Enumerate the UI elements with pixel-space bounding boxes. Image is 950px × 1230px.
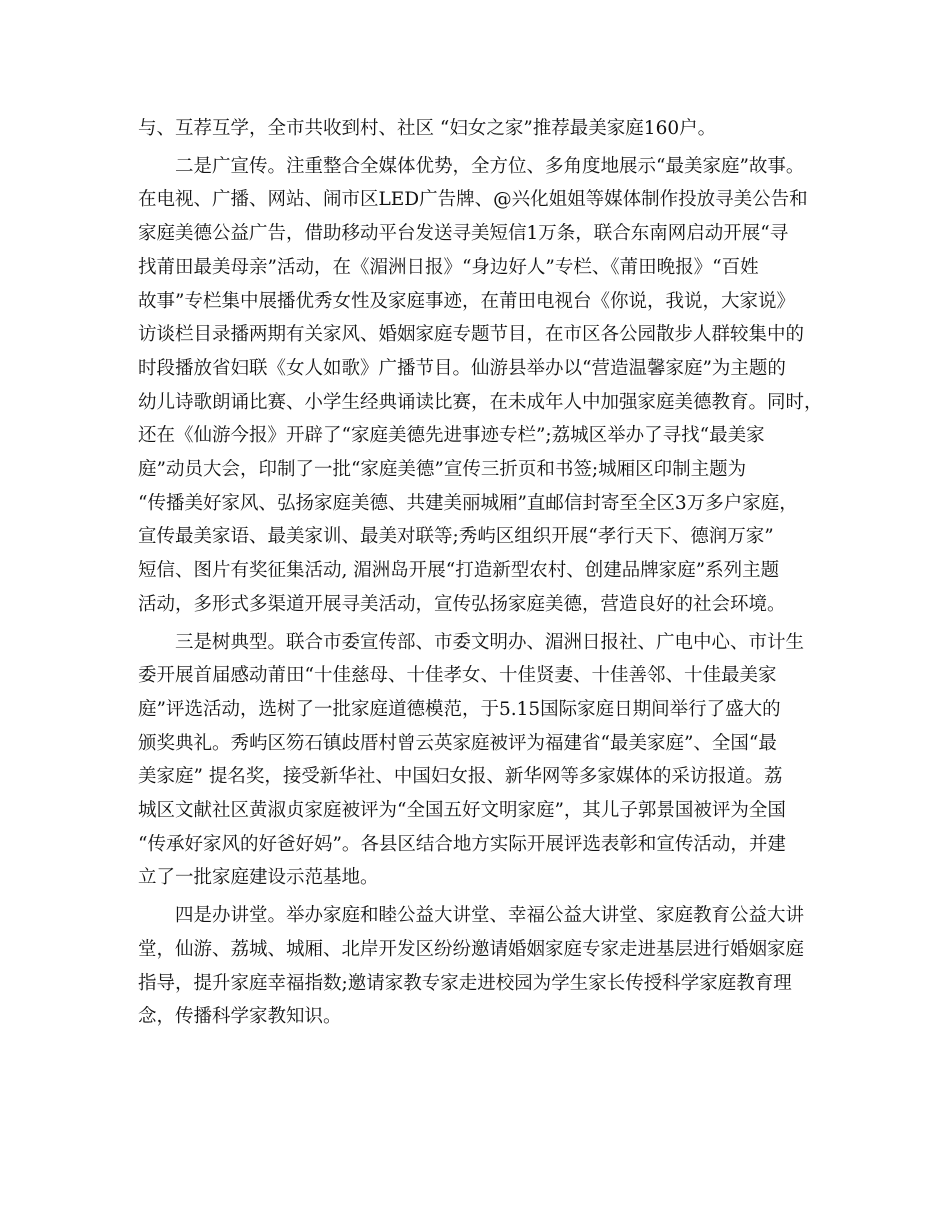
paragraph <box>138 150 828 622</box>
text-line: 时段播放省妇联《女人如歌》广播节目。仙游县举办以“营造温馨家庭”为主题的 <box>138 357 786 379</box>
text-line: 念，传播科学家教知识。 <box>138 1006 342 1028</box>
text-line: 还在《仙游今报》开辟了“家庭美德先进事迹专栏”;荔城区举办了寻找“最美家 <box>138 425 765 447</box>
text-line: 家庭美德公益广告，借助移动平台发送寻美短信1万条，联合东南网启动开展“寻 <box>138 223 789 245</box>
text-line: 在电视、广播、网站、闹市区LED广告牌、@兴化姐姐等媒体制作投放寻美公告和 <box>138 189 808 211</box>
text-line: 立了一批家庭建设示范基地。 <box>138 867 379 889</box>
text-line: 宣传最美家语、最美家训、最美对联等;秀屿区组织开展“孝行天下、德润万家” <box>138 526 774 548</box>
text-line: 访谈栏目录播两期有关家风、婚姻家庭专题节目，在市区各公园散步人群较集中的 <box>138 324 805 346</box>
document-body <box>138 112 828 1034</box>
text-line: 庭”动员大会，印制了一批“家庭美德”宣传三折页和书签;城厢区印制主题为 <box>138 459 747 481</box>
text-line: 短信、图片有奖征集活动, 湄洲岛开展“打造新型农村、创建品牌家庭”系列主题 <box>138 560 780 582</box>
text-line: “传播美好家风、弘扬家庭美德、共建美丽城厢”直邮信封寄至全区3万多户家庭， <box>138 492 798 514</box>
text-line: 庭”评选活动，选树了一批家庭道德模范，于5.15国际家庭日期间举行了盛大的 <box>138 698 781 720</box>
paragraph <box>138 626 828 896</box>
paragraph <box>138 112 828 146</box>
text-line: 颁奖典礼。秀屿区笏石镇歧厝村曾云英家庭被评为福建省“最美家庭”、全国“最 <box>138 732 777 754</box>
text-line: 城区文献社区黄淑贞家庭被评为“全国五好文明家庭”，其儿子郭景国被评为全国 <box>138 800 786 822</box>
text-line: 找莆田最美母亲”活动，在《湄洲日报》“身边好人”专栏、《莆田晚报》“百姓 <box>138 256 759 278</box>
text-line: 四是办讲堂。举办家庭和睦公益大讲堂、幸福公益大讲堂、家庭教育公益大讲 <box>138 905 805 927</box>
text-line: 故事”专栏集中展播优秀女性及家庭事迹，在莆田电视台《你说，我说，大家说》 <box>138 290 795 312</box>
text-line: 指导，提升家庭幸福指数;邀请家教专家走进校园为学生家长传授科学家庭教育理 <box>138 972 792 994</box>
text-line: “传承好家风的好爸好妈”。各县区结合地方实际开展评选表彰和宣传活动，并建 <box>138 833 786 855</box>
text-line: 三是树典型。联合市委宣传部、市委文明办、湄洲日报社、广电中心、市计生 <box>138 631 805 653</box>
text-line: 与、互荐互学，全市共收到村、社区 “妇女之家”推荐最美家庭160户。 <box>138 118 717 139</box>
text-line: 活动，多形式多渠道开展寻美活动，宣传弘扬家庭美德，营造良好的社会环境。 <box>138 593 786 615</box>
text-line: 幼儿诗歌朗诵比赛、小学生经典诵读比赛，在未成年人中加强家庭美德教育。同时， <box>138 391 823 413</box>
text-line: 堂，仙游、荔城、城厢、北岸开发区纷纷邀请婚姻家庭专家走进基层进行婚姻家庭 <box>138 938 805 960</box>
text-line: 二是广宣传。注重整合全媒体优势，全方位、多角度地展示“最美家庭”故事。 <box>138 155 805 177</box>
text-line: 委开展首届感动莆田“十佳慈母、十佳孝女、十佳贤妻、十佳善邻、十佳最美家 <box>138 665 777 687</box>
text-line: 美家庭” 提名奖，接受新华社、中国妇女报、新华网等多家媒体的采访报道。荔 <box>138 766 783 788</box>
paragraph <box>138 899 828 1034</box>
